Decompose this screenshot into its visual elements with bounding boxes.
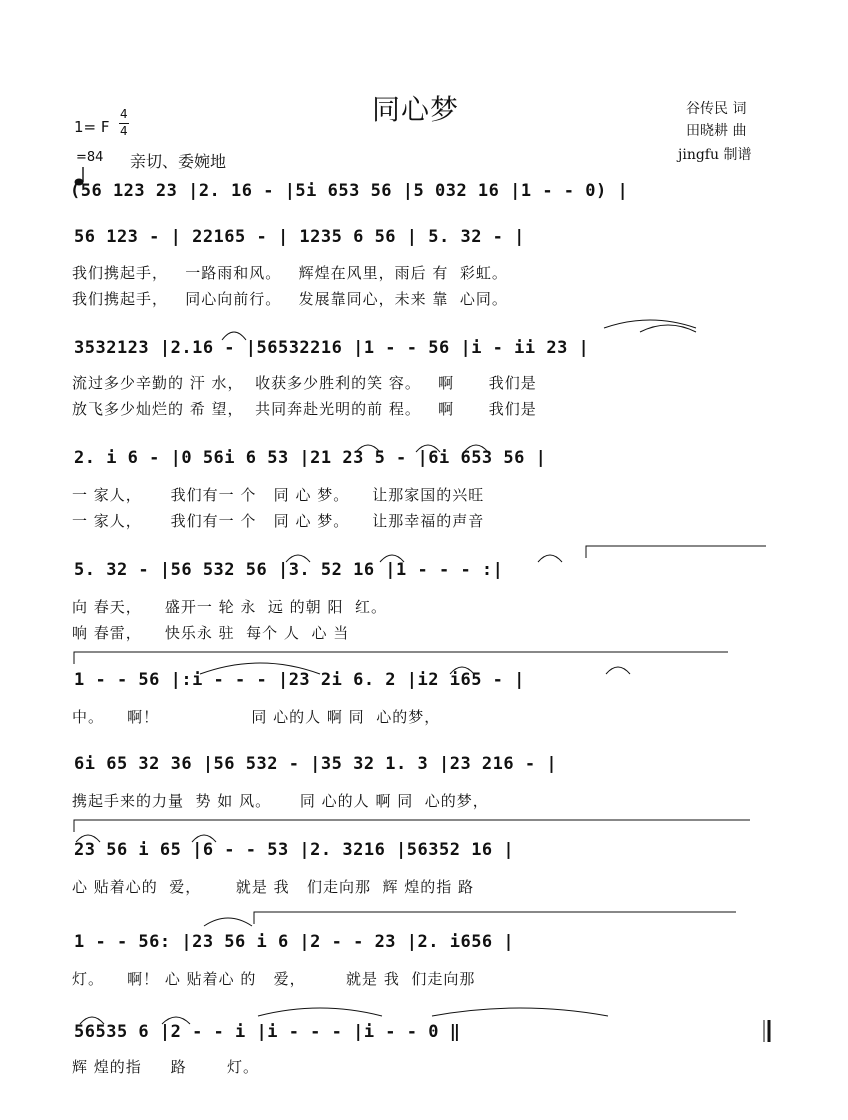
final-barline xyxy=(764,1020,769,1042)
system-3-lyric-2: 放飞多少灿烂的 希 望， 共同奔赴光明的前 程。 啊 我们是 xyxy=(72,400,537,418)
system-2-notes: 56 123 - | 22165 - | 1235 6 56 | 5. 32 - | xyxy=(74,227,525,247)
system-10-lyric-1: 辉 煌的指 路 灯。 xyxy=(72,1058,259,1076)
system-6-lyric-1: 中。 啊！ 同 心的人 啊 同 心的梦， xyxy=(72,708,441,726)
system-4-lyric-1: 一 家人， 我们有一 个 同 心 梦。 让那家国的兴旺 xyxy=(72,486,485,504)
system-3-lyric-1: 流过多少辛勤的 汗 水， 收获多少胜利的笑 容。 啊 我们是 xyxy=(72,374,537,392)
lyricist-credit: 谷传民 词 xyxy=(686,101,747,117)
system-1-notes: (56 123 23 |2. 16 - |5i 653 56 |5 032 16 |1 - - 0) | xyxy=(70,181,629,201)
system-7-lyric-1: 携起手来的力量 势 如 风。 同 心的人 啊 同 心的梦， xyxy=(72,792,489,810)
tempo-marking: =84 xyxy=(76,150,104,165)
system-9-notes: 1 - - 56: |23 56 i 6 |2 - - 23 |2. i656 | xyxy=(74,932,515,952)
key-signature: 1= F xyxy=(74,118,110,136)
system-2-lyric-1: 我们携起手， 一路雨和风。 辉煌在风里，雨后 有 彩虹。 xyxy=(72,264,508,282)
system-10-notes: 56535 6 |2 - - i |i - - - |i - - 0 ‖ xyxy=(74,1022,461,1042)
system-7-notes: 6i 65 32 36 |56 532 - |35 32 1. 3 |23 216 - | xyxy=(74,754,558,774)
system-5-lyric-2: 响 春雷， 快乐永 驻 每个 人 心 当 xyxy=(72,624,350,642)
system-6-notes: 1 - - 56 |:i - - - |23 2i 6. 2 |i2 i65 - | xyxy=(74,670,525,690)
engraver-credit: jingfu 制谱 xyxy=(678,147,752,163)
time-signature-bottom: 4 xyxy=(120,124,128,138)
system-8-notes: 23 56 i 65 |6 - - 53 |2. 3216 |56352 16 | xyxy=(74,840,515,860)
volta-bracket xyxy=(74,546,766,924)
system-8-lyric-1: 心 贴着心的 爱， 就是 我 们走向那 辉 煌的指 路 xyxy=(72,878,475,896)
song-title: 同心梦 xyxy=(372,93,460,126)
slur-marks xyxy=(76,320,696,1024)
system-5-lyric-1: 向 春天， 盛开一 轮 永 远 的朝 阳 红。 xyxy=(72,598,387,616)
system-3-notes: 3532123 |2.16 - |56532216 |1 - - 56 |i - ii 23 | xyxy=(74,338,590,358)
system-2-lyric-2: 我们携起手， 同心向前行。 发展靠同心，未来 靠 心同。 xyxy=(72,290,508,308)
expression-marking: 亲切、委婉地 xyxy=(130,152,227,171)
system-4-lyric-2: 一 家人， 我们有一 个 同 心 梦。 让那幸福的声音 xyxy=(72,512,485,530)
system-9-lyric-1: 灯。 啊！ 心 贴着心 的 爱， 就是 我 们走向那 xyxy=(72,970,476,988)
system-5-notes: 5. 32 - |56 532 56 |3. 52 16 |1 - - - :| xyxy=(74,560,504,580)
system-4-notes: 2. i 6 - |0 56i 6 53 |21 23 5 - |6i 653 56 | xyxy=(74,448,547,468)
composer-credit: 田晓耕 曲 xyxy=(686,123,747,139)
time-signature-top: 4 xyxy=(120,107,128,121)
